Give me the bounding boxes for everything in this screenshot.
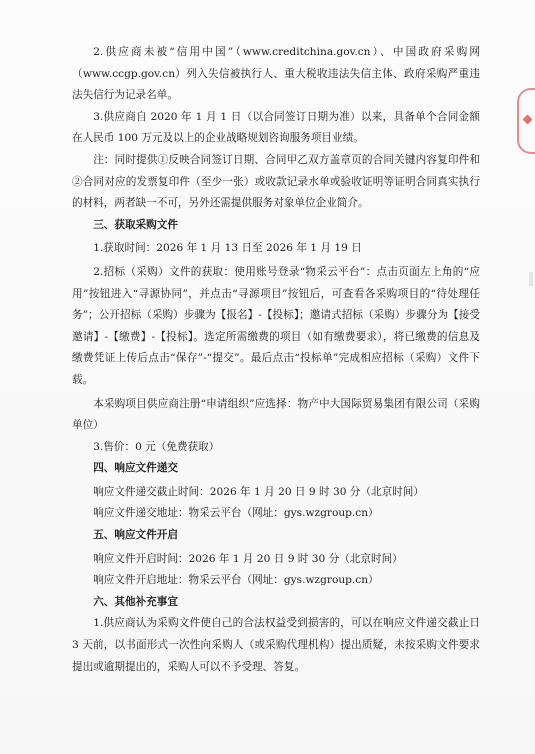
document-body	[72, 42, 480, 678]
page-edge-mark	[529, 272, 533, 286]
paragraph-supplier-credit: 2.供应商未被“信用中国”（www.creditchina.gov.cn）、中国政府采购网（www.ccgp.gov.cn）列入失信被执行人、重大税收违法失信主体、政府采购严重违法失信行为记录名单。	[72, 46, 480, 102]
paragraph-complaint: 1.供应商认为采购文件使自己的合法权益受到损害的，可以在响应文件递交截止日 3 天前，以书面形式一次性向采购人（或采购代理机构）提出质疑，未按采购文件要求提出或逾期提出的，采购人可以不予受理、答复。	[72, 617, 480, 673]
paragraph-obtain-time: 1.获取时间：2026 年 1 月 13 日至 2026 年 1 月 19 日	[93, 242, 362, 255]
section-heading-other-matters: 六、其他补充事宜	[93, 595, 178, 608]
paragraph-submission-deadline: 响应文件递交截止时间：2026 年 1 月 20 日 9 时 30 分（北京时间）	[93, 485, 424, 498]
paragraph-opening-address: 响应文件开启地址：物采云平台（网址：gys.wzgroup.cn）	[93, 574, 379, 587]
paragraph-note: 注：同时提供①反映合同签订日期、合同甲乙双方盖章页的合同关键内容复印件和②合同对应的发票复印件（至少一张）或收款记录水单或验收证明等证明合同真实执行的材料，两者缺一不可，另外还需提供服务对象单位企业简介。	[72, 153, 480, 210]
section-heading-obtain-documents: 三、获取采购文件	[93, 218, 178, 231]
section-heading-submission: 四、响应文件递交	[93, 462, 178, 475]
paragraph-obtain-method: 2.招标（采购）文件的获取：使用账号登录“物采云平台”：点击页面左上角的“应用”按钮进入“寻源协同”，并点击“寻源项目”按钮后，可查看各采购项目的“待处理任务”；公开招标（采购）步骤为【报名】-【投标】；邀请式招标（采购）步骤分为【接受邀请】-【缴费】-【投标】。选定所需缴费的项目（如有缴费要求），将已缴费的信息及缴费凭证上传后点击“保存”-“提交”。最后点击“投标单”完成相应招标（采购）文件下载。	[72, 265, 480, 386]
paragraph-opening-time: 响应文件开启时间：2026 年 1 月 20 日 9 时 30 分（北京时间）	[93, 552, 403, 565]
section-heading-opening: 五、响应文件开启	[93, 529, 178, 542]
paragraph-supplier-performance: 3.供应商自 2020 年 1 月 1 日（以合同签订日期为准）以来，具备单个合同金额在人民币 100 万元及以上的企业战略规划咨询服务项目业绩。	[72, 110, 480, 145]
paragraph-submission-address: 响应文件递交地址：物采云平台（网址：gys.wzgroup.cn）	[93, 507, 379, 520]
paragraph-registration: 本采购项目供应商注册“申请组织”应选择：物产中大国际贸易集团有限公司（采购单位）	[72, 397, 480, 432]
paragraph-price: 3.售价：0 元（免费获取）	[93, 440, 220, 453]
